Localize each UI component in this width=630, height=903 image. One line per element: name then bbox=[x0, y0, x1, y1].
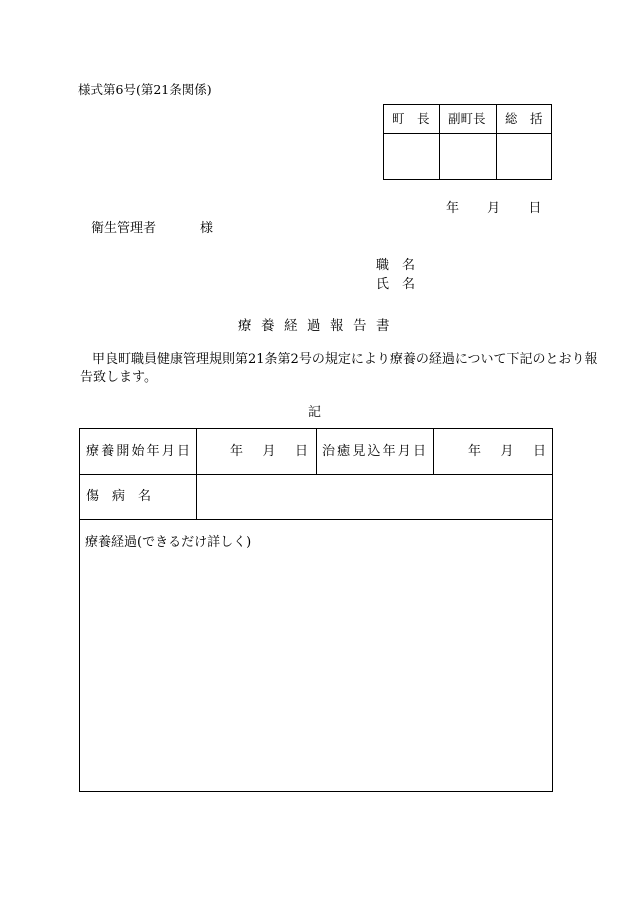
recovery-date-field[interactable] bbox=[468, 444, 546, 460]
body-text-line-1: 甲良町職員健康管理規則第21条第2号の規定により療養の経過について下記のとおり報 bbox=[92, 352, 598, 367]
stamp-header-general: 総 括 bbox=[505, 111, 543, 126]
stamp-seal-general[interactable] bbox=[497, 134, 552, 179]
start-date-year: 年 bbox=[230, 444, 244, 459]
addressee-honorific: 様 bbox=[200, 221, 214, 236]
start-date-field[interactable] bbox=[230, 444, 308, 460]
date-day-label: 日 bbox=[528, 201, 542, 216]
position-label: 職 名 bbox=[376, 258, 416, 273]
form-number: 様式第6号(第21条関係) bbox=[78, 82, 212, 97]
recovery-date-day: 日 bbox=[532, 444, 546, 459]
body-text-line-2: 告致します。 bbox=[80, 370, 157, 385]
name-label: 氏 名 bbox=[376, 277, 416, 292]
start-date-label: 療 養 開 始 年 月 日 bbox=[86, 444, 190, 459]
date-year-label: 年 bbox=[446, 201, 460, 216]
recovery-date-month: 月 bbox=[500, 444, 514, 459]
approval-stamp-box bbox=[383, 104, 552, 180]
stamp-seal-deputy-mayor[interactable] bbox=[440, 134, 496, 179]
date-month-label: 月 bbox=[487, 201, 501, 216]
treatment-progress-label: 療養経過(できるだけ詳しく) bbox=[85, 535, 252, 550]
stamp-header-deputy-mayor: 副町長 bbox=[448, 111, 486, 126]
disease-name-label: 傷 病 名 bbox=[86, 489, 152, 504]
recovery-date-label: 治 癒 見 込 年 月 日 bbox=[322, 444, 426, 459]
report-table bbox=[79, 428, 553, 792]
addressee bbox=[91, 221, 213, 237]
stamp-header-mayor: 町 長 bbox=[392, 111, 430, 126]
report-date[interactable] bbox=[446, 201, 541, 217]
ki-heading: 記 bbox=[308, 405, 322, 420]
disease-name-field[interactable] bbox=[197, 475, 552, 519]
addressee-label: 衛生管理者 bbox=[91, 221, 157, 236]
document-title: 療養経過報告書 bbox=[238, 318, 399, 334]
start-date-month: 月 bbox=[262, 444, 276, 459]
recovery-date-year: 年 bbox=[468, 444, 482, 459]
stamp-seal-mayor[interactable] bbox=[384, 134, 439, 179]
treatment-progress-field[interactable] bbox=[81, 555, 551, 790]
start-date-day: 日 bbox=[294, 444, 308, 459]
